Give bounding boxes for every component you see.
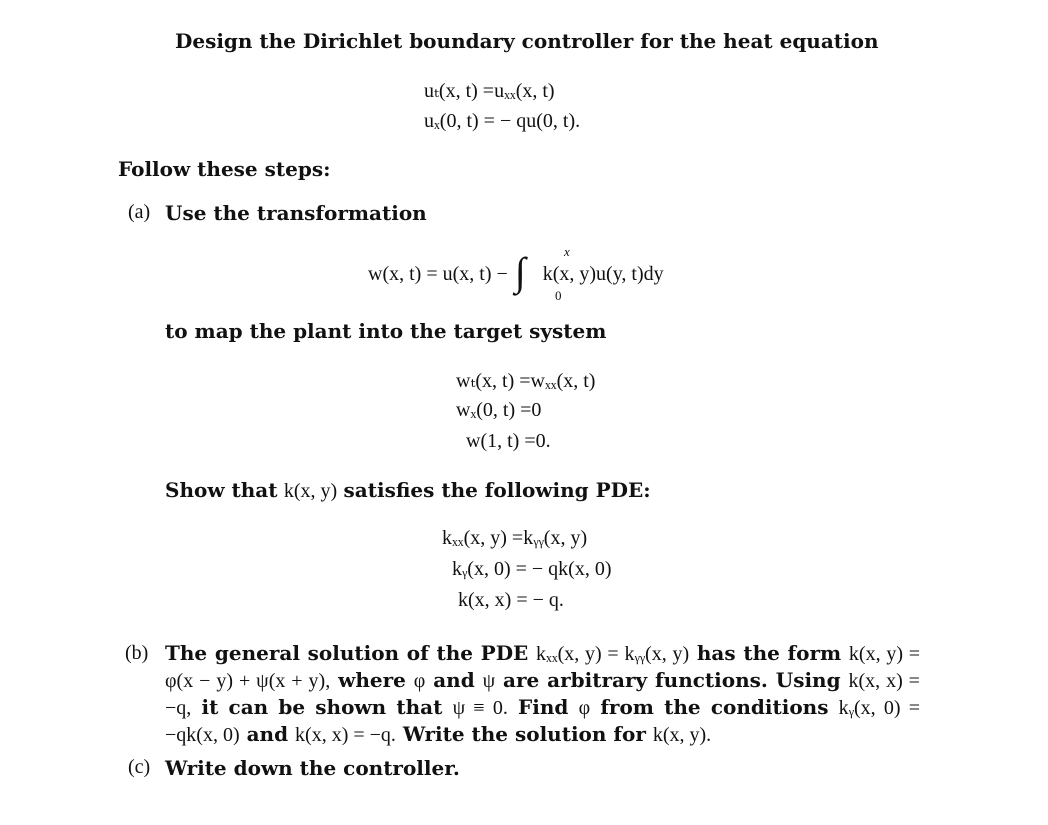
pde-equation-3: k(x, x) = − q. (458, 589, 564, 611)
part-b-math-1: kₓₓ(x, y) = kᵧᵧ(x, y) (536, 643, 690, 665)
part-b-math-8: kᵧ(x, 0) = −qk(x, 0) (165, 697, 921, 746)
show-suffix: satisfies the following PDE: (343, 478, 651, 502)
target-equation-3: w(1, t) =0. (466, 430, 551, 452)
part-b-text-6: it can be shown that (201, 695, 443, 719)
show-math: k(x, y) (283, 480, 338, 502)
show-that-line (165, 478, 651, 503)
target-equation-2: wₓ(0, t) =0 (456, 399, 542, 421)
part-b-math-4: ψ (482, 670, 496, 692)
follow-steps-heading: Follow these steps: (118, 157, 331, 181)
part-b-text-5: are arbitrary functions. Using (503, 668, 841, 692)
transformation-equation (368, 244, 664, 303)
plant-equation-1: uₜ(x, t) =uₓₓ(x, t) (424, 80, 555, 102)
part-b-math-2: k(x, y) = φ(x − y) + ψ(x + y), (165, 643, 920, 692)
transformation-lhs: w(x, t) = u(x, t) − (368, 263, 508, 286)
part-b-math-9: k(x, x) = −q. (295, 724, 396, 746)
pde-equation-2: kᵧ(x, 0) = − qk(x, 0) (452, 558, 612, 580)
integral-sign: ∫ (514, 249, 526, 294)
pde-equation-1: kₓₓ(x, y) =kᵧᵧ(x, y) (442, 527, 588, 549)
part-b-text-10: Write the solution for (402, 722, 646, 746)
part-b-math-7: φ (578, 697, 591, 719)
show-prefix: Show that (165, 478, 278, 502)
part-b-text-8: from the conditions (600, 695, 829, 719)
part-b-label: (b) (125, 642, 149, 664)
map-text: to map the plant into the target system (165, 319, 607, 343)
plant-equation-2: uₓ(0, t) = − qu(0, t). (424, 110, 581, 132)
part-b-text-9: and (246, 722, 289, 746)
part-a-label: (a) (128, 201, 151, 223)
part-b-text-2: has the form (696, 641, 842, 665)
part-b-paragraph (165, 640, 920, 748)
part-b-math-5: k(x, x) = −q, (165, 670, 920, 719)
page-title: Design the Dirichlet boundary controller for the heat equation (175, 29, 879, 53)
part-b-math-3: φ (413, 670, 426, 692)
integral-upper-limit: x (564, 244, 570, 259)
part-c-label: (c) (128, 756, 151, 778)
part-b-text-3: where (338, 668, 406, 692)
integral-lower-limit: 0 (555, 288, 562, 303)
part-b-text-7: Find (518, 695, 569, 719)
part-c-text: Write down the controller. (165, 756, 460, 780)
part-a-intro: Use the transformation (165, 201, 427, 225)
part-b-text-1: The general solution of the PDE (165, 641, 529, 665)
target-equation-1: wₜ(x, t) =wₓₓ(x, t) (456, 370, 596, 392)
transformation-rhs: k(x, y)u(y, t)dy (542, 263, 664, 286)
part-b-math-6: ψ ≡ 0. (452, 697, 508, 719)
part-b-text-4: and (433, 668, 475, 692)
part-b-math-10: k(x, y). (652, 724, 712, 746)
